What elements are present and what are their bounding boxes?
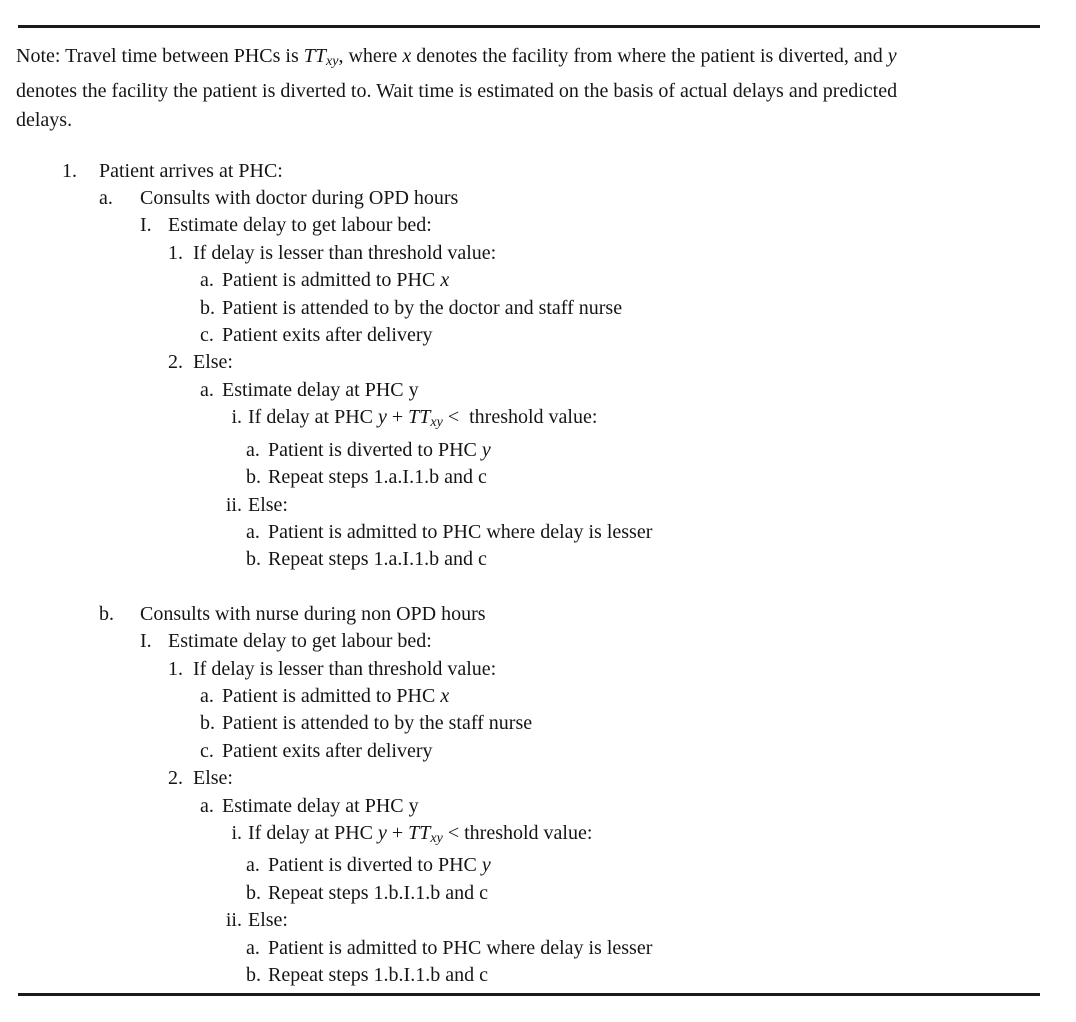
text-segment: Repeat steps 1.b.I.1.b and c	[268, 964, 488, 987]
list-item	[246, 519, 1060, 546]
list-item	[218, 820, 1060, 852]
text-segment: If delay at PHC	[248, 822, 378, 844]
list-item-text	[222, 740, 432, 762]
text-segment: Patient is attended to by the doctor and staff nurse	[222, 296, 623, 319]
list-item	[246, 464, 1060, 491]
list-marker: b.	[99, 602, 114, 625]
list-item-text	[268, 548, 487, 570]
text-segment: denotes the facility from where the patient is diverted, and	[411, 45, 888, 67]
list-item	[200, 377, 1060, 404]
list-marker: b.	[246, 466, 261, 489]
text-segment: Estimate delay at PHC y	[222, 794, 419, 817]
list-item	[218, 492, 1060, 519]
list-item-text	[248, 822, 593, 847]
list-item	[218, 907, 1060, 934]
list-marker: 1.	[168, 241, 183, 264]
list-item	[200, 683, 1060, 710]
list-item	[246, 935, 1060, 962]
list-marker: i.	[231, 406, 242, 429]
procedure-list	[16, 158, 1060, 990]
text-segment: Patient is diverted to PHC	[268, 854, 482, 877]
list-item-text	[193, 767, 233, 789]
math-variable: x	[402, 45, 412, 67]
list-item-text	[222, 712, 532, 734]
list-marker: a.	[246, 854, 260, 877]
list-item-text	[140, 187, 458, 209]
text-segment: Patient is attended to by the staff nurse	[222, 712, 533, 735]
text-segment: If delay is lesser than threshold value:	[193, 241, 497, 264]
list-item-text	[248, 406, 598, 431]
list-marker: c.	[200, 739, 214, 762]
list-marker: I.	[140, 630, 152, 653]
list-item	[168, 765, 1060, 792]
note-line	[16, 106, 1060, 136]
list-item	[246, 880, 1060, 907]
text-segment: Repeat steps 1.a.I.1.b and c	[268, 466, 487, 489]
list-marker: a.	[200, 794, 214, 817]
list-item	[200, 710, 1060, 737]
document-body	[16, 42, 1060, 990]
list-item-text	[268, 521, 652, 543]
top-rule	[18, 25, 1040, 28]
math-variable: y	[377, 406, 387, 429]
math-variable: y	[481, 438, 491, 461]
math-variable: x	[440, 684, 450, 707]
text-segment: Estimate delay at PHC y	[222, 378, 419, 401]
text-segment: < threshold value:	[442, 406, 598, 429]
list-item-text	[222, 379, 419, 401]
math-variable: xy	[430, 831, 443, 847]
math-variable: TT	[303, 45, 327, 67]
list-marker: a.	[200, 269, 214, 292]
list-item	[246, 437, 1060, 464]
list-item	[246, 852, 1060, 879]
text-segment: Else:	[193, 351, 233, 374]
math-variable: xy	[326, 54, 339, 70]
list-item-text	[222, 795, 419, 817]
list-item-text	[222, 297, 622, 319]
list-item	[246, 546, 1060, 573]
list-marker: 2.	[168, 767, 183, 790]
list-marker: ii.	[225, 909, 242, 932]
text-segment: Note: Travel time between PHCs is	[16, 45, 304, 67]
text-segment: Patient is admitted to PHC where delay is lesser	[268, 936, 653, 959]
list-marker: 1.	[62, 159, 77, 182]
text-segment: Estimate delay to get labour bed:	[168, 630, 432, 653]
bottom-rule	[18, 993, 1040, 996]
list-marker: a.	[246, 438, 260, 461]
text-segment: Consults with doctor during OPD hours	[140, 186, 459, 209]
list-item	[246, 962, 1060, 989]
list-item	[99, 601, 1060, 628]
list-item-text	[222, 324, 432, 346]
math-variable: TT	[408, 406, 431, 429]
list-item	[200, 295, 1060, 322]
list-item	[168, 349, 1060, 376]
list-item	[140, 212, 1060, 239]
list-marker: 2.	[168, 351, 183, 374]
text-segment: denotes the facility the patient is diverted to. Wait time is estimated on the basis of actual delays and predicted	[16, 79, 898, 102]
math-variable: xy	[430, 415, 443, 431]
list-item-text	[140, 603, 486, 625]
note-line	[16, 42, 1060, 77]
list-marker: b.	[246, 964, 261, 987]
list-marker: b.	[200, 712, 215, 735]
list-item	[168, 656, 1060, 683]
text-segment: Patient exits after delivery	[222, 739, 433, 762]
text-segment: Patient exits after delivery	[222, 324, 433, 347]
text-segment: +	[386, 406, 409, 429]
list-marker: i.	[231, 822, 242, 844]
math-variable: y	[887, 45, 897, 67]
list-marker: c.	[200, 324, 214, 347]
list-item	[200, 267, 1060, 294]
text-segment: Patient is admitted to PHC	[222, 684, 441, 707]
text-segment: < threshold value:	[442, 822, 593, 844]
math-variable: TT	[408, 822, 431, 844]
text-segment: Estimate delay to get labour bed:	[168, 214, 432, 237]
list-item-text	[268, 466, 487, 488]
text-segment: If delay is lesser than threshold value:	[193, 657, 497, 680]
list-item-text	[268, 854, 491, 876]
note-paragraph	[16, 42, 1060, 136]
list-item-text	[193, 658, 496, 680]
list-marker: I.	[140, 214, 152, 237]
text-segment: If delay at PHC	[248, 406, 378, 429]
list-item-text	[99, 160, 283, 182]
text-segment: Patient is diverted to PHC	[268, 438, 482, 461]
math-variable: y	[481, 854, 491, 877]
text-segment: Repeat steps 1.b.I.1.b and c	[268, 881, 488, 904]
list-marker: a.	[200, 378, 214, 401]
text-segment: Repeat steps 1.a.I.1.b and c	[268, 548, 487, 571]
math-variable: x	[440, 269, 450, 292]
list-marker: b.	[246, 548, 261, 571]
list-item	[99, 185, 1060, 212]
text-segment: Patient is admitted to PHC	[222, 269, 441, 292]
list-item-text	[248, 909, 288, 931]
list-item	[200, 793, 1060, 820]
list-item-text	[168, 630, 432, 652]
list-item-text	[222, 685, 449, 707]
text-segment: delays.	[16, 109, 73, 132]
text-segment: Patient is admitted to PHC where delay is lesser	[268, 520, 653, 543]
list-item-text	[222, 269, 449, 291]
list-marker: a.	[99, 186, 113, 209]
note-line	[16, 77, 1060, 107]
list-marker: b.	[200, 296, 215, 319]
list-item-text	[268, 937, 652, 959]
list-item	[168, 240, 1060, 267]
list-marker: ii.	[225, 493, 242, 516]
list-marker: b.	[246, 881, 261, 904]
list-item-text	[193, 242, 496, 264]
list-marker: a.	[200, 684, 214, 707]
text-segment: Else:	[248, 493, 288, 516]
list-item	[62, 158, 1060, 185]
list-marker: a.	[246, 520, 260, 543]
list-marker: 1.	[168, 657, 183, 680]
list-item-text	[168, 214, 432, 236]
list-item-text	[268, 964, 488, 986]
list-item-text	[268, 439, 491, 461]
list-item	[200, 322, 1060, 349]
list-item	[200, 738, 1060, 765]
text-segment: Consults with nurse during non OPD hours	[140, 602, 486, 625]
text-segment: Patient arrives at PHC:	[99, 159, 283, 182]
list-item-text	[248, 494, 288, 516]
list-item-text	[268, 882, 488, 904]
list-marker: a.	[246, 936, 260, 959]
math-variable: y	[377, 822, 387, 844]
text-segment: Else:	[248, 909, 288, 932]
list-item	[140, 628, 1060, 655]
text-segment: Else:	[193, 767, 233, 790]
list-item-text	[193, 351, 233, 373]
text-segment: +	[386, 822, 409, 844]
list-item	[218, 404, 1060, 436]
text-segment: , where	[338, 45, 403, 67]
